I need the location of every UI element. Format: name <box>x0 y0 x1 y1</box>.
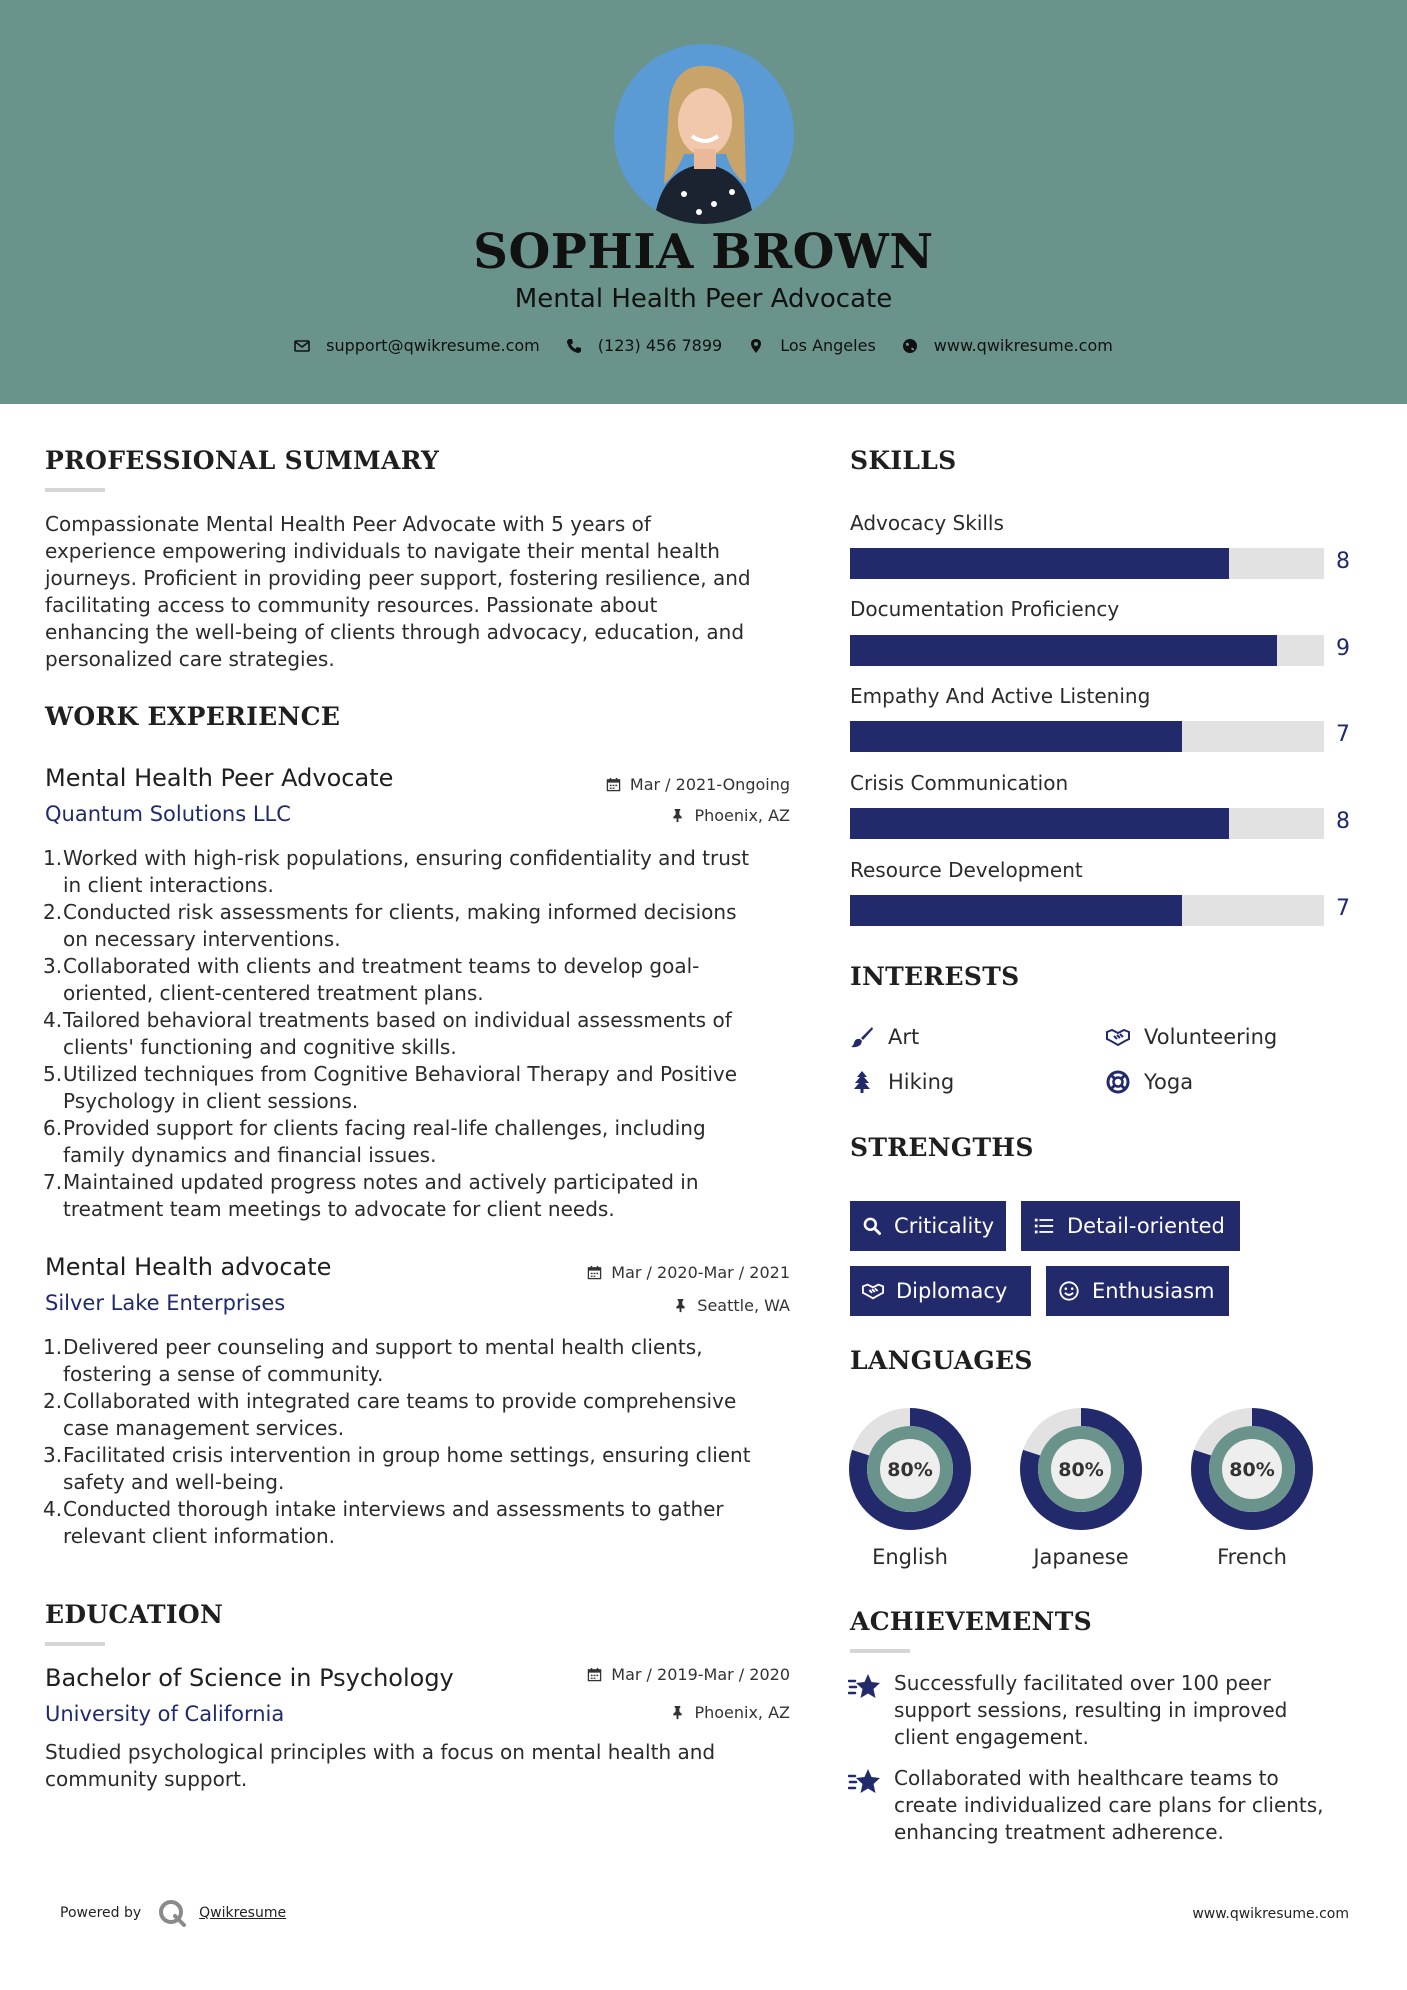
summary-line: facilitating access to community resources. Passionate about <box>45 593 658 617</box>
achievement-line: Successfully facilitated over 100 peer <box>894 1671 1271 1695</box>
summary-line: Compassionate Mental Health Peer Advocate with 5 years of <box>45 512 651 536</box>
list-item <box>45 1334 795 1388</box>
job-location <box>673 1296 790 1315</box>
strength-chip <box>1021 1201 1240 1251</box>
education-description <box>45 1739 790 1793</box>
language-percent: 80% <box>887 1459 933 1481</box>
education-dates-text: Mar / 2019-Mar / 2020 <box>611 1665 790 1684</box>
smile-icon <box>1058 1280 1080 1302</box>
skill-bar <box>850 548 1324 579</box>
strength-label: Detail-oriented <box>1067 1214 1225 1238</box>
skill-bar <box>850 808 1324 839</box>
education-line: community support. <box>45 1767 248 1791</box>
list-line: Collaborated with integrated care teams to provide comprehensive <box>63 1389 737 1413</box>
achievement-line: support sessions, resulting in improved <box>894 1698 1288 1722</box>
list-item <box>45 1061 795 1115</box>
job-dates-text: Mar / 2020-Mar / 2021 <box>611 1263 790 1282</box>
contact-location-text: Los Angeles <box>780 336 876 355</box>
degree-title: Bachelor of Science in Psychology <box>45 1664 454 1692</box>
list-line: Psychology in client sessions. <box>63 1089 359 1113</box>
list-item <box>45 953 795 1007</box>
education-heading: EDUCATION <box>45 1600 224 1629</box>
list-line: Tailored behavioral treatments based on individual assessments of <box>63 1008 732 1032</box>
strength-label: Enthusiasm <box>1092 1279 1215 1303</box>
phone-icon <box>566 338 582 354</box>
achievement-text <box>894 1670 1287 1751</box>
list-number: 3. <box>43 954 63 978</box>
skill-name: Empathy And Active Listening <box>850 684 1151 708</box>
list-number: 7. <box>43 1170 63 1194</box>
list-number: 5. <box>43 1062 63 1086</box>
pushpin-icon <box>670 1705 685 1720</box>
list-line: Provided support for clients facing real-life challenges, including <box>63 1116 706 1140</box>
achievement-line: client engagement. <box>894 1725 1089 1749</box>
list-line: Conducted thorough intake interviews and assessments to gather <box>63 1497 724 1521</box>
summary-line: personalized care strategies. <box>45 647 335 671</box>
job-dates <box>606 775 790 794</box>
company-name: Quantum Solutions LLC <box>45 802 291 826</box>
list-number: 2. <box>43 900 63 924</box>
skill-name: Documentation Proficiency <box>850 597 1120 621</box>
contact-location <box>748 336 876 355</box>
contact-website[interactable] <box>902 336 1113 355</box>
list-number: 4. <box>43 1497 63 1521</box>
education-location <box>670 1703 790 1722</box>
contact-email-text: support@qwikresume.com <box>326 336 540 355</box>
list-number: 6. <box>43 1116 63 1140</box>
skill-value: 9 <box>1336 636 1350 661</box>
list-line: Facilitated crisis intervention in group home settings, ensuring client <box>63 1443 751 1467</box>
language-name: French <box>1217 1545 1287 1569</box>
list-item <box>45 1496 795 1550</box>
paintbrush-icon <box>850 1025 874 1049</box>
language-percent: 80% <box>1058 1459 1104 1481</box>
list-line: case management services. <box>63 1416 345 1440</box>
job-location-text: Phoenix, AZ <box>694 806 790 825</box>
handshake-icon <box>862 1280 884 1302</box>
lifebuoy-icon <box>1106 1070 1130 1094</box>
interest-item <box>1106 1070 1193 1094</box>
company-name: Silver Lake Enterprises <box>45 1291 286 1315</box>
language-name: English <box>872 1545 948 1569</box>
tree-icon <box>850 1070 874 1094</box>
list-line: safety and well-being. <box>63 1470 285 1494</box>
skill-bar-fill <box>850 895 1182 926</box>
strength-chip <box>1046 1266 1229 1316</box>
interest-item <box>1106 1025 1277 1049</box>
qwikresume-link[interactable]: Qwikresume <box>199 1905 287 1921</box>
job-dates-text: Mar / 2021-Ongoing <box>629 775 790 794</box>
list-number: 1. <box>43 846 63 870</box>
skill-value: 8 <box>1336 809 1350 834</box>
school-name: University of California <box>45 1702 285 1726</box>
achievement-line: create individualized care plans for clients, <box>894 1793 1324 1817</box>
achievement-line: Collaborated with healthcare teams to <box>894 1766 1279 1790</box>
contact-website-text: www.qwikresume.com <box>933 336 1113 355</box>
list-item <box>45 1388 795 1442</box>
list-item <box>45 845 795 899</box>
summary-line: journeys. Proficient in providing peer support, fostering resilience, and <box>45 566 751 590</box>
skill-name: Crisis Communication <box>850 771 1069 795</box>
footer-branding <box>60 1898 286 1928</box>
strength-label: Criticality <box>894 1214 994 1238</box>
language-name: Japanese <box>1033 1545 1129 1569</box>
education-divider <box>45 1642 105 1646</box>
achievements-heading: ACHIEVEMENTS <box>850 1607 1092 1636</box>
job-title: Mental Health advocate <box>45 1253 332 1281</box>
experience-heading: WORK EXPERIENCE <box>45 702 341 731</box>
search-icon <box>862 1215 882 1237</box>
footer-url[interactable]: www.qwikresume.com <box>1192 1906 1349 1922</box>
skill-bar-fill <box>850 548 1229 579</box>
list-line: Conducted risk assessments for clients, making informed decisions <box>63 900 737 924</box>
list-line: Utilized techniques from Cognitive Behavioral Therapy and Positive <box>63 1062 738 1086</box>
handshake-icon <box>1106 1025 1130 1049</box>
qwikresume-logo-icon <box>157 1898 187 1928</box>
skill-bar-fill <box>850 635 1277 666</box>
achievement-item <box>848 1765 1348 1846</box>
interest-label: Volunteering <box>1144 1025 1278 1049</box>
list-item <box>45 1115 795 1169</box>
contact-phone-text: (123) 456 7899 <box>597 336 723 355</box>
skill-bar <box>850 721 1324 752</box>
job-title: Mental Health Peer Advocate <box>45 764 394 792</box>
skill-name: Resource Development <box>850 858 1083 882</box>
interest-label: Hiking <box>888 1070 955 1094</box>
list-line: Delivered peer counseling and support to mental health clients, <box>63 1335 703 1359</box>
calendar-icon <box>587 1667 602 1682</box>
list-line: oriented, client-centered treatment plans. <box>63 981 484 1005</box>
list-line: family dynamics and financial issues. <box>63 1143 437 1167</box>
contact-phone[interactable] <box>566 336 722 355</box>
language-percent: 80% <box>1229 1459 1275 1481</box>
list-item <box>45 1007 795 1061</box>
list-line: in client interactions. <box>63 873 274 897</box>
strengths-heading: STRENGTHS <box>850 1133 1034 1162</box>
strength-label: Diplomacy <box>896 1279 1008 1303</box>
map-marker-icon <box>748 338 764 354</box>
job-location-text: Seattle, WA <box>697 1296 790 1315</box>
pushpin-icon <box>673 1298 688 1313</box>
skill-bar <box>850 635 1324 666</box>
list-number: 1. <box>43 1335 63 1359</box>
skill-value: 7 <box>1336 896 1350 921</box>
education-location-text: Phoenix, AZ <box>694 1703 790 1722</box>
list-icon <box>1033 1215 1055 1237</box>
list-line: Worked with high-risk populations, ensuring confidentiality and trust <box>63 846 750 870</box>
contact-bar <box>0 336 1407 355</box>
globe-icon <box>902 338 918 354</box>
skill-value: 8 <box>1336 549 1350 574</box>
summary-divider <box>45 488 105 492</box>
skills-heading: SKILLS <box>850 446 957 475</box>
list-line: clients' functioning and cognitive skills. <box>63 1035 457 1059</box>
skill-name: Advocacy Skills <box>850 511 1004 535</box>
job-location <box>670 806 790 825</box>
language-gauge <box>1189 1406 1315 1532</box>
list-number: 3. <box>43 1443 63 1467</box>
interest-label: Yoga <box>1144 1070 1194 1094</box>
interest-label: Art <box>888 1025 920 1049</box>
list-number: 4. <box>43 1008 63 1032</box>
strength-chip <box>850 1266 1031 1316</box>
list-item <box>45 899 795 953</box>
languages-heading: LANGUAGES <box>850 1346 1033 1375</box>
summary-line: experience empowering individuals to navigate their mental health <box>45 539 720 563</box>
profile-photo-image <box>614 44 794 224</box>
summary-heading: PROFESSIONAL SUMMARY <box>45 446 440 475</box>
skill-value: 7 <box>1336 722 1350 747</box>
language-gauge <box>1018 1406 1144 1532</box>
interest-item <box>850 1070 954 1094</box>
calendar-icon <box>587 1265 602 1280</box>
list-item <box>45 1169 795 1223</box>
interests-heading: INTERESTS <box>850 962 1020 991</box>
list-line: on necessary interventions. <box>63 927 341 951</box>
education-line: Studied psychological principles with a focus on mental health and <box>45 1740 716 1764</box>
interest-item <box>850 1025 919 1049</box>
contact-email[interactable] <box>294 336 540 355</box>
envelope-icon <box>294 338 310 354</box>
skill-bar <box>850 895 1324 926</box>
list-line: Collaborated with clients and treatment teams to develop goal- <box>63 954 700 978</box>
achievement-line: enhancing treatment adherence. <box>894 1820 1224 1844</box>
list-line: relevant client information. <box>63 1524 335 1548</box>
candidate-title: Mental Health Peer Advocate <box>514 284 893 314</box>
achievement-item <box>848 1670 1348 1751</box>
profile-photo <box>614 44 794 224</box>
list-line: Maintained updated progress notes and actively participated in <box>63 1170 699 1194</box>
pushpin-icon <box>670 808 685 823</box>
powered-by-label: Powered by <box>60 1905 142 1921</box>
star-icon <box>848 1767 882 1797</box>
achievement-text <box>894 1765 1324 1846</box>
job-duties-list <box>45 1334 795 1550</box>
skill-bar-fill <box>850 808 1229 839</box>
achievements-divider <box>850 1649 910 1653</box>
list-line: fostering a sense of community. <box>63 1362 384 1386</box>
star-icon <box>848 1672 882 1702</box>
summary-line: enhancing the well-being of clients through advocacy, education, and <box>45 620 745 644</box>
strength-chip <box>850 1201 1006 1251</box>
candidate-name: SOPHIA BROWN <box>473 224 934 280</box>
language-gauge <box>847 1406 973 1532</box>
job-duties-list <box>45 845 795 1223</box>
resume-header <box>0 0 1407 404</box>
list-number: 2. <box>43 1389 63 1413</box>
education-dates <box>587 1665 790 1684</box>
calendar-icon <box>606 777 621 792</box>
skill-bar-fill <box>850 721 1182 752</box>
summary-text <box>45 511 790 673</box>
list-item <box>45 1442 795 1496</box>
job-dates <box>587 1263 790 1282</box>
list-line: treatment team meetings to advocate for client needs. <box>63 1197 615 1221</box>
